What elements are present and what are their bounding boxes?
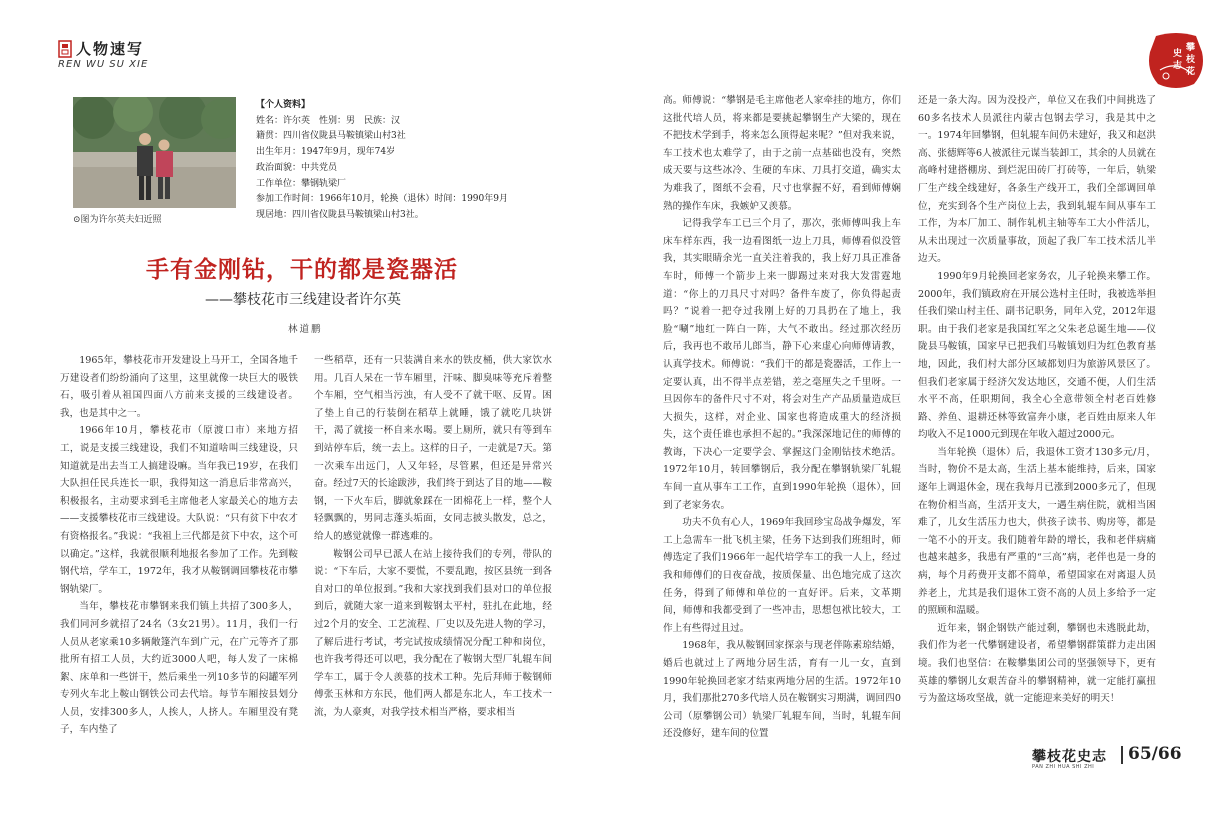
svg-text:花: 花 xyxy=(1186,67,1196,77)
paragraph: 功夫不负有心人，1969年我回珍宝岛战争爆发，军工上急需车一批飞机主梁，任务下达到我们班组时，师傅选定了我们1966年一起代培学车工的我一人上，经过我和师傅们的日夜奋战，按质保量、出色地完成了这次任务，得到了师傅和单位的一直好评。后来，文革期间，师傅和我都受到了一些冲击，思想包袱比较大，工作上有些得过且过。 xyxy=(663,517,901,634)
profile-row-name: 姓名：许尔英 性别：男 民族：汉 xyxy=(256,115,401,126)
profile-heading: 【个人资料】 xyxy=(256,100,311,110)
couple-photo xyxy=(73,97,236,208)
article-author: 林道鹏 xyxy=(288,324,323,335)
paragraph: 当年，攀枝花市攀钢来我们镇上共招了300多人，我们同河乡就招了24名（3女21男）。11月，我们一行人员从老家乘10多辆敞篷汽车到广元，在广元等齐了那批所有招工人员，大约近3000人吧，每人发了一床棉絮、床单和一些饼干，然后乘坐一列10多节的闷罐军列专列火车北上鞍山钢铁公司去代培。每节车厢按县划分人员，安排300多人，人挨人，人挤人。车厢里没有凳子，车内垫了 xyxy=(60,601,298,736)
photo-caption: ⊙图为许尔英夫妇近照 xyxy=(73,215,162,225)
svg-text:攀: 攀 xyxy=(1186,43,1196,53)
page-number: 65/66 xyxy=(1128,744,1182,764)
article-column-4 xyxy=(918,92,1156,708)
article-column-3 xyxy=(663,92,901,743)
profile-row-residence: 现居地：四川省仪陇县马鞍镇梁山村3社。 xyxy=(256,209,424,220)
paragraph: 鞍钢公司早已派人在站上接待我们的专列，带队的说：“下车后，大家不要慌，不要乱跑，按区县统一到各自对口的单位报到。”我和大家找到我们县对口的单位报到后，就随大家一道来到鞍钢太平村，驻扎在此地，经过2个月的安全、工艺流程、厂史以及先进人物的学习，了解后进行考试，考完试按成绩情况分配工种和岗位，也许我考得还可以吧，我分配在了鞍钢大型厂轧辊车间学车工，属于令人羡慕的技术工种。先后拜师于鞍钢师傅张玉林和方东民，他们两人都是东北人，车工技术一流，为人豪爽，对我学技术相当严格，要求相当 xyxy=(314,548,552,718)
paragraph: 当年轮换（退休）后，我退休工资才130多元/月，当时，物价不是太高，生活上基本能维持，后来，国家逐年上调退休金，现在我每月已涨到2000多元了，但现在物价相当高，生活开支大，一遇生病住院，就相当困难了，儿女生活压力也大，供孩子读书、购房等，都是一笔不小的开支。我们随着年龄的增长，我和老伴病痛也越来越多，我患有严重的“三高”病，老伴也是一身的病，每个月药费开支都不简单，希望国家在对离退人员养老上，尤其是我们退休工资不高的人员上多给予一定的照顾和温暖。 xyxy=(918,446,1156,617)
profile-row-politics: 政治面貌：中共党员 xyxy=(256,162,338,173)
profile-box xyxy=(256,98,556,224)
footer-magazine-name: 攀枝花史志 xyxy=(1032,749,1107,765)
profile-row-work-dates: 参加工作时间：1966年10月，轮换（退休）时间：1990年9月 xyxy=(256,194,508,205)
footer-magazine-pinyin: PAN ZHI HUA SHI ZHI xyxy=(1032,764,1095,770)
article-column-2 xyxy=(314,352,552,721)
paragraph: 1966年10月，攀枝花市（原渡口市）来地方招工，说是支援三线建设，我们不知道啥叫三线建设，只知道就是出去当工人搞建设嘛。当年我已19岁，在我们大队担任民兵连长一职，我得知这一消息后非常高兴，积极报名，主动要求到毛主席他老人家最关心的地方去——支援攀枝花市三线建设。大队说：“只有贫下中农才有资格报名。”我说：“我祖上三代都是贫下中农，这个可以确定。”这样，我就很顺利地报名参加了工作。先到鞍钢代培，学车工，1972年，我才从鞍钢调回攀枝花市攀钢轨梁厂。 xyxy=(60,425,298,595)
profile-row-employer: 工作单位：攀钢轨梁厂 xyxy=(256,178,347,189)
paragraph: 记得我学车工已三个月了，那次，张师傅叫我上车床车样东西，我一边看图纸一边上刀具，师傅看似没管我，其实眼睛余光一直关注着我的，我上好刀具正准备车时，师傅一个箭步上来一脚踢过来对我大发雷霆地道：“你上的刀具尺寸对吗？备件车废了，你负得起责吗？”说着一把夺过我刚上好的刀具扔在了地上，我脸“唰”地红一阵白一阵，大气不敢出。经过那次经历后，我再也不敢吊儿郎当，静下心来虚心向师傅请教，认真学技术。师傅说：“我们干的都是瓷器活，工作上一定要认真，出不得半点差错，差之毫厘失之千里呀。一旦因你车的备件尺寸不对，将会对生产产品质量造成巨大损失，这样，对企业、国家也将造成重大的经济损失，这个责任谁也承担不起的。”我深深地记住的师傅的教诲，下决心一定要学会、掌握这门金刚钻技术绝活。1972年10月，转回攀钢后，我分配在攀钢轨梁厂轧辊车间一直从事车工工作，直到1990年轮换（退休），回到了老家务农。 xyxy=(663,218,901,511)
paragraph: 近年来，钢企钢铁产能过剩，攀钢也未逃脱此劫，我们作为老一代攀钢建设者，希望攀钢群策群力走出困境。我们也坚信：在鞍攀集团公司的坚强领导下，更有英雄的攀钢儿女艰苦奋斗的攀钢精神，就一定能打赢扭亏为盈这场攻坚战，就一定能迎来美好的明天！ xyxy=(918,622,1156,705)
article-subheadline: ——攀枝花市三线建设者许尔英 xyxy=(205,292,401,308)
paragraph: 一些稻草，还有一只装满自来水的铁皮桶，供大家饮水用。几百人呆在一节车厢里，汗味、脚臭味等充斥着整个车厢，空气相当污浊，有人受不了就干呕、反胃。困了垫上自己的行装倒在稻草上就睡，饿了就吃几块饼干，渴了就接一杯自来水喝。要上厕所，就只有等到车到站停车后，统一去上。这样的日子，一走就是7天。第一次乘车出远门，人又年轻，尽管累，但还是异常兴奋。经过7天的长途跋涉，我们终于到达了目的地——鞍钢，一下火车后，脚就象踩在一团棉花上一样，整个人轻飘飘的，男同志蓬头垢面，女同志披头散发，总之，给人的感觉就像一群逃难的。 xyxy=(314,355,552,542)
article-headline: 手有金刚钻，干的都是瓷器活 xyxy=(146,256,458,283)
article-column-1 xyxy=(60,352,298,739)
section-pinyin: REN WU SU XIE xyxy=(58,59,149,70)
paragraph: 高。师傅说：“攀钢是毛主席他老人家牵挂的地方，你们这批代培人员，将来都是要挑起攀钢生产大梁的，现在不把技术学到手，将来怎么顶得起来呢？”但对我来说，车工技术也太难学了，由于之前一点基础也没有，突然成天要与这些冰冷、生硬的车床、刀具打交道，确实太为难我了，图纸不会看，尺寸也掌握不好，看到师傅娴熟的操作车床，我嫉妒又羡慕。 xyxy=(663,95,901,212)
seal-logo xyxy=(1146,30,1206,92)
paragraph: 1965年，攀枝花市开发建设上马开工，全国各地千万建设者们纷纷涌向了这里，这里就像一块巨大的吸铁石，吸引着从祖国四面八方前来支援的三线建设者。我，也是其中之一。 xyxy=(60,355,298,419)
svg-text:史: 史 xyxy=(1173,49,1183,59)
section-emblem-icon xyxy=(58,40,72,58)
section-title: 人物速写 xyxy=(76,40,145,58)
profile-row-birth: 出生年月：1947年9月，现年74岁 xyxy=(256,147,396,158)
paragraph: 1990年9月轮换回老家务农，儿子轮换来攀工作。2000年，我们镇政府在开展公选村主任时，我被选举担任我们梁山村主任、副书记职务，同年入党，2012年退职。由于我们老家是我国红军之父朱老总诞生地——仪陇县马鞍镇，国家早已把我们马鞍镇划归为红色教育基地，因此，我们村大部分区域都划归为旅游风景区了。但我们老家属于经济欠发达地区，交通不便，人们生活水平不高，任职期间，我全心全意带领全村老百姓修路、养鱼、退耕还林等致富奔小康，老百姓由原来人年均收入不足1000元到现在年收入超过2000元。 xyxy=(918,270,1156,441)
paragraph: 1968年，我从鞍钢回家探亲与现老伴陈素琼结婚，婚后也就过上了两地分居生活，育有一儿一女，直到1990年轮换回老家才结束两地分居的生活。1972年10月，我们那批270多代培人员在鞍钢实习期满，调回四0公司（原攀钢公司）轨梁厂轧辊车间，当时，轧辊车间还没修好，建车间的位置 xyxy=(663,640,901,740)
svg-text:志: 志 xyxy=(1173,61,1183,71)
svg-text:枝: 枝 xyxy=(1186,55,1196,65)
paragraph: 还是一条大沟。因为没投产，单位又在我们中间挑选了60多名技术人员派往内蒙古包钢去学习，我是其中之一。1974年回攀钢，但轧辊车间仍未建好，我又和赵洪高、张德辉等6人被派往元谋当装卸工，其余的人员就在高峰村建搭棚房、到烂泥田砖厂打砖等，一年后，轨梁厂生产线全线建好，各条生产线开工，我们全部调回单位，充实到各个生产岗位上去，我到轧辊车间从事车工工作，为本厂加工、制作轧机主轴等车工大小件活儿，从未出现过一次质量事故，顶起了我厂车工技术活儿半边天。 xyxy=(918,95,1156,265)
footer-divider xyxy=(1121,746,1123,764)
profile-row-origin: 籍贯：四川省仪陇县马鞍镇梁山村3社 xyxy=(256,131,406,142)
